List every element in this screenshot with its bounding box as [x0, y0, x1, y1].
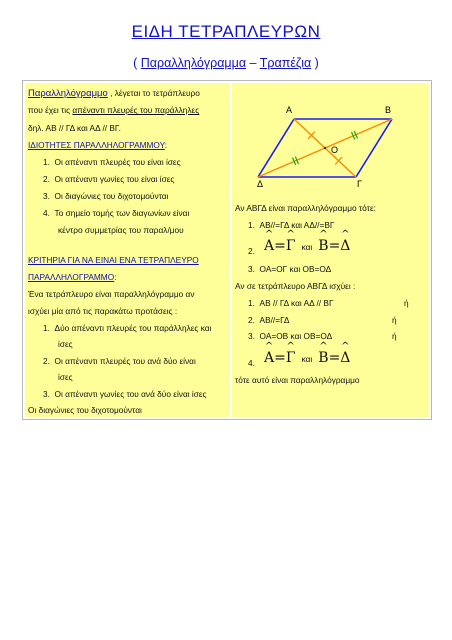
vertex-label-d: Δ [257, 179, 264, 189]
criteria-heading-line-2 [28, 272, 117, 282]
definition-line-2-pre: που έχει τις [28, 105, 73, 115]
property-4-num: 4. [43, 208, 50, 218]
consequence-2-num: 2. [248, 246, 255, 256]
definition-line-3: δηλ. ΑΒ // ΓΔ και ΑΔ // ΒΓ. [28, 123, 121, 133]
angle-d: ^ Δ [340, 238, 350, 254]
criterion-2-num: 2. [43, 356, 50, 366]
center-point [324, 147, 326, 149]
criterion-2-continued: ίσες [58, 372, 73, 382]
criteria-heading-colon: : [114, 272, 117, 282]
condition-4-num: 4. [248, 358, 255, 368]
condition-1 [248, 298, 334, 308]
condition-1-or: ή [404, 298, 409, 308]
vertex-label-b: Β [385, 105, 392, 115]
criterion-1-num: 1. [43, 323, 50, 333]
condition-1-num: 1. [248, 298, 255, 308]
criterion-3 [43, 389, 207, 399]
consequence-1-num: 1. [248, 220, 255, 230]
definition-line-2 [28, 105, 199, 115]
subtitle-open: ( [133, 56, 141, 70]
properties-heading-colon: : [164, 140, 167, 150]
property-3-num: 3. [43, 191, 50, 201]
condition-3-or: ή [392, 331, 397, 341]
property-3 [43, 191, 168, 201]
subtitle-link-parallelograms[interactable]: Παραλληλόγραμμα [140, 56, 247, 70]
condition-3 [248, 331, 332, 341]
angle-b: ^ Β [318, 238, 328, 254]
criteria-intro-2: ισχύει μία από τις παρακάτω προτάσεις : [28, 306, 178, 316]
properties-heading-text: ΙΔΙΟΤΗΤΕΣ ΠΑΡΑΛΛΗΛΟΓΡΑΜΜΟΥ [28, 140, 165, 150]
page-title: ΕΙΔΗ ΤΕΤΡΑΠΛΕΥΡΩΝ [131, 22, 321, 41]
properties-heading [28, 140, 167, 150]
property-1-text: Οι απέναντι πλευρές του είναι ίσες [54, 157, 181, 167]
and-word: και [301, 242, 313, 252]
definition-rest: , λέγεται το τετράπλευρο [107, 88, 200, 98]
consequence-3-text: ΟΑ=ΟΓ και ΟΒ=ΟΔ [259, 264, 332, 274]
side-bg [356, 119, 392, 177]
side-da [258, 119, 294, 177]
angle-g: ^ Γ [286, 238, 296, 254]
criterion-3-text: Οι απέναντι γωνίες του ανά δύο είναι ίσες [54, 389, 207, 399]
criterion-1 [43, 323, 211, 333]
property-2 [43, 174, 174, 184]
condition-3-num: 3. [248, 331, 255, 341]
criteria-heading-line-1: ΚΡΙΤΗΡΙΑ ΓΙΑ ΝΑ ΕΙΝΑΙ ΕΝΑ ΤΕΤΡΑΠΛΕΥΡΟ [28, 255, 199, 265]
criterion-3-num: 3. [43, 389, 50, 399]
right-intro: Αν ΑΒΓΔ είναι παραλληλόγραμμο τότε: [235, 203, 376, 213]
property-2-num: 2. [43, 174, 50, 184]
condition-2-or: ή [392, 315, 397, 325]
criteria-heading-line-2-text: ΠΑΡΑΛΛΗΛΟΓΡΑΜΜΟ [28, 272, 115, 282]
conclusion: τότε αυτό είναι παραλληλόγραμμο [235, 375, 360, 385]
condition-2 [248, 315, 289, 325]
angle-a: ^ Α [264, 238, 274, 254]
definition-term: Παραλληλόγραμμο [28, 88, 108, 99]
content-table [22, 80, 432, 420]
property-4 [43, 208, 189, 218]
definition-line-1 [28, 88, 200, 99]
equals-2: = [328, 238, 341, 254]
subtitle-dash: – [246, 56, 260, 70]
property-4-continued: κέντρο συμμετρίας του παραλ/μου [58, 225, 184, 235]
condition-3-text: ΟΑ=ΟΒ και ΟΒ=ΟΔ [259, 331, 333, 341]
angle-g-2: ^ Γ [286, 350, 296, 366]
property-4-text: Το σημείο τομής των διαγωνίων είναι [54, 208, 190, 218]
angle-a-2: ^ Α [264, 350, 274, 366]
equals-4: = [328, 350, 341, 366]
angle-b-2: ^ Β [318, 350, 328, 366]
right-cell [232, 83, 429, 417]
criteria-last-line: Οι διαγώνιες του διχοτομούνται [28, 405, 142, 415]
definition-line-2-underlined: απέναντι πλευρές του παράλληλες [72, 105, 200, 115]
angle-d-2: ^ Δ [340, 350, 350, 366]
vertex-label-g: Γ [357, 179, 362, 189]
equals-3: = [274, 350, 286, 366]
consequence-1-text: ΑΒ//=ΓΔ και ΑΔ//=ΒΓ [259, 220, 335, 230]
criterion-1-text: Δύο απέναντι πλευρές του παράλληλες και [54, 323, 212, 333]
criterion-2-text: Οι απέναντι πλευρές του ανά δύο είναι [54, 356, 196, 366]
and-word-2: και [301, 354, 313, 364]
page-subtitle [0, 56, 452, 70]
subtitle-close: ) [311, 56, 319, 70]
left-cell [25, 83, 230, 417]
parallelogram-diagram [232, 83, 429, 193]
criterion-1-continued: ίσες [58, 339, 73, 349]
consequence-3-num: 3. [248, 264, 255, 274]
condition-4-angles [264, 350, 350, 366]
property-1 [43, 157, 181, 167]
condition-2-num: 2. [248, 315, 255, 325]
converse-intro: Αν σε τετράπλευρο ΑΒΓΔ ισχύει : [235, 281, 356, 291]
property-1-num: 1. [43, 157, 50, 167]
equals-1: = [274, 238, 286, 254]
consequence-2-angles [264, 238, 350, 254]
consequence-3 [248, 264, 331, 274]
condition-2-text: ΑΒ//=ΓΔ [259, 315, 290, 325]
condition-1-text: ΑΒ // ΓΔ και ΑΔ // ΒΓ [259, 298, 334, 308]
center-label-o: Ο [331, 145, 339, 155]
property-2-text: Οι απέναντι γωνίες του είναι ίσες [54, 174, 175, 184]
vertex-label-a: Α [286, 105, 293, 115]
subtitle-link-trapezia[interactable]: Τραπέζια [259, 56, 312, 70]
criteria-intro-1: Ένα τετράπλευρο είναι παραλληλόγραμμο αν [28, 289, 195, 299]
criterion-2 [43, 356, 196, 366]
property-3-text: Οι διαγώνιες του διχοτομούνται [54, 191, 169, 201]
